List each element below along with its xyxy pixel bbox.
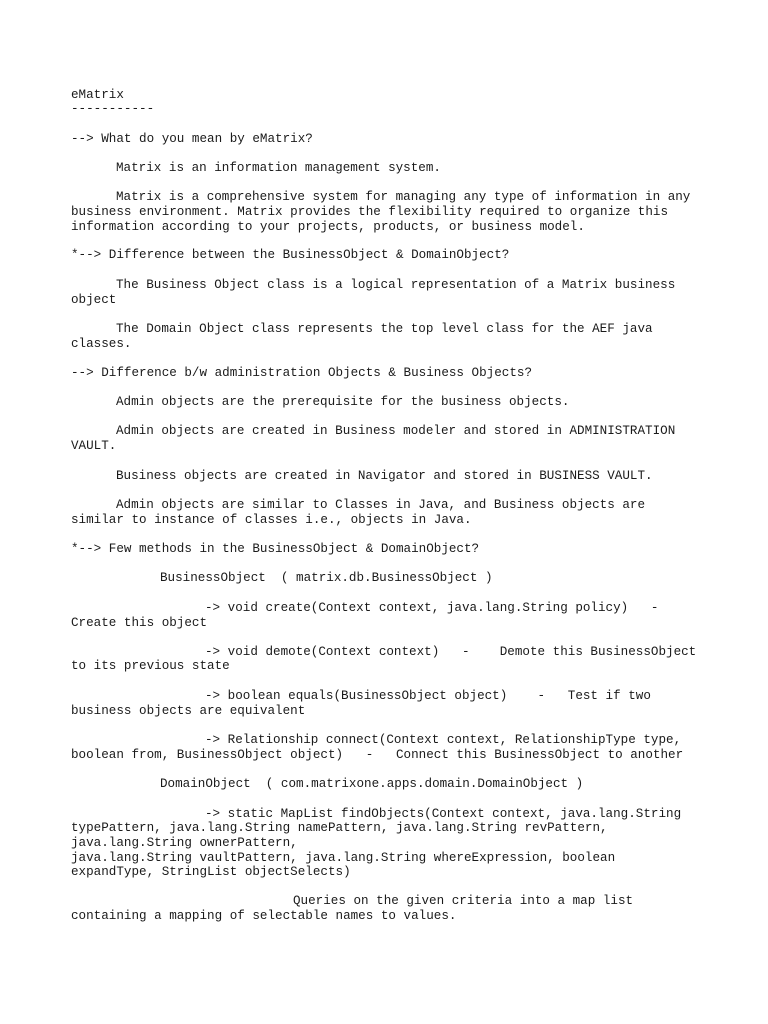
answer-paragraph: Admin objects are the prerequisite for the business objects.	[116, 395, 570, 409]
answer-paragraph: information according to your projects, products, or business model.	[71, 220, 585, 234]
doc-title: eMatrix	[71, 88, 124, 102]
answer-paragraph: Matrix is an information management system.	[116, 161, 441, 175]
title-underline: -----------	[71, 102, 155, 116]
method-description: to its previous state	[71, 659, 230, 673]
method-signature: java.lang.String vaultPattern, java.lang.String whereExpression, boolean	[71, 851, 616, 865]
question-methods: *--> Few methods in the BusinessObject & DomainObject?	[71, 542, 480, 556]
answer-paragraph: The Domain Object class represents the top level class for the AEF java	[116, 322, 653, 336]
question-ematrix: --> What do you mean by eMatrix?	[71, 132, 313, 146]
method-entry: -> Relationship connect(Context context, RelationshipType type,	[205, 733, 682, 747]
answer-paragraph: VAULT.	[71, 439, 117, 453]
method-entry: -> void create(Context context, java.lang.String policy) -	[205, 601, 659, 615]
class-heading-domainobject: DomainObject ( com.matrixone.apps.domain.DomainObject )	[160, 777, 584, 791]
method-description: business objects are equivalent	[71, 704, 306, 718]
answer-paragraph: similar to instance of classes i.e., objects in Java.	[71, 513, 472, 527]
answer-paragraph: business environment. Matrix provides the flexibility required to organize this	[71, 205, 669, 219]
method-signature: expandType, StringList objectSelects)	[71, 865, 351, 879]
class-heading-businessobject: BusinessObject ( matrix.db.BusinessObject )	[160, 571, 493, 585]
question-admin-business-objects: --> Difference b/w administration Objects & Business Objects?	[71, 366, 533, 380]
answer-paragraph: Matrix is a comprehensive system for managing any type of information in any	[116, 190, 691, 204]
method-signature: typePattern, java.lang.String namePattern, java.lang.String revPattern,	[71, 821, 608, 835]
question-businessobject-domainobject: *--> Difference between the BusinessObject & DomainObject?	[71, 248, 510, 262]
method-description: containing a mapping of selectable names to values.	[71, 909, 457, 923]
answer-paragraph: Admin objects are created in Business modeler and stored in ADMINISTRATION	[116, 424, 676, 438]
answer-paragraph: classes.	[71, 337, 132, 351]
method-description: Queries on the given criteria into a map list	[293, 894, 634, 908]
method-description: Create this object	[71, 616, 208, 630]
answer-paragraph: The Business Object class is a logical representation of a Matrix business	[116, 278, 676, 292]
method-description: boolean from, BusinessObject object) - Connect this BusinessObject to another	[71, 748, 684, 762]
answer-paragraph: object	[71, 293, 117, 307]
answer-paragraph: Business objects are created in Navigator and stored in BUSINESS VAULT.	[116, 469, 653, 483]
method-entry: -> void demote(Context context) - Demote this BusinessObject	[205, 645, 697, 659]
method-entry: -> static MapList findObjects(Context context, java.lang.String	[205, 807, 682, 821]
method-signature: java.lang.String ownerPattern,	[71, 836, 298, 850]
method-entry: -> boolean equals(BusinessObject object) - Test if two	[205, 689, 651, 703]
answer-paragraph: Admin objects are similar to Classes in Java, and Business objects are	[116, 498, 646, 512]
